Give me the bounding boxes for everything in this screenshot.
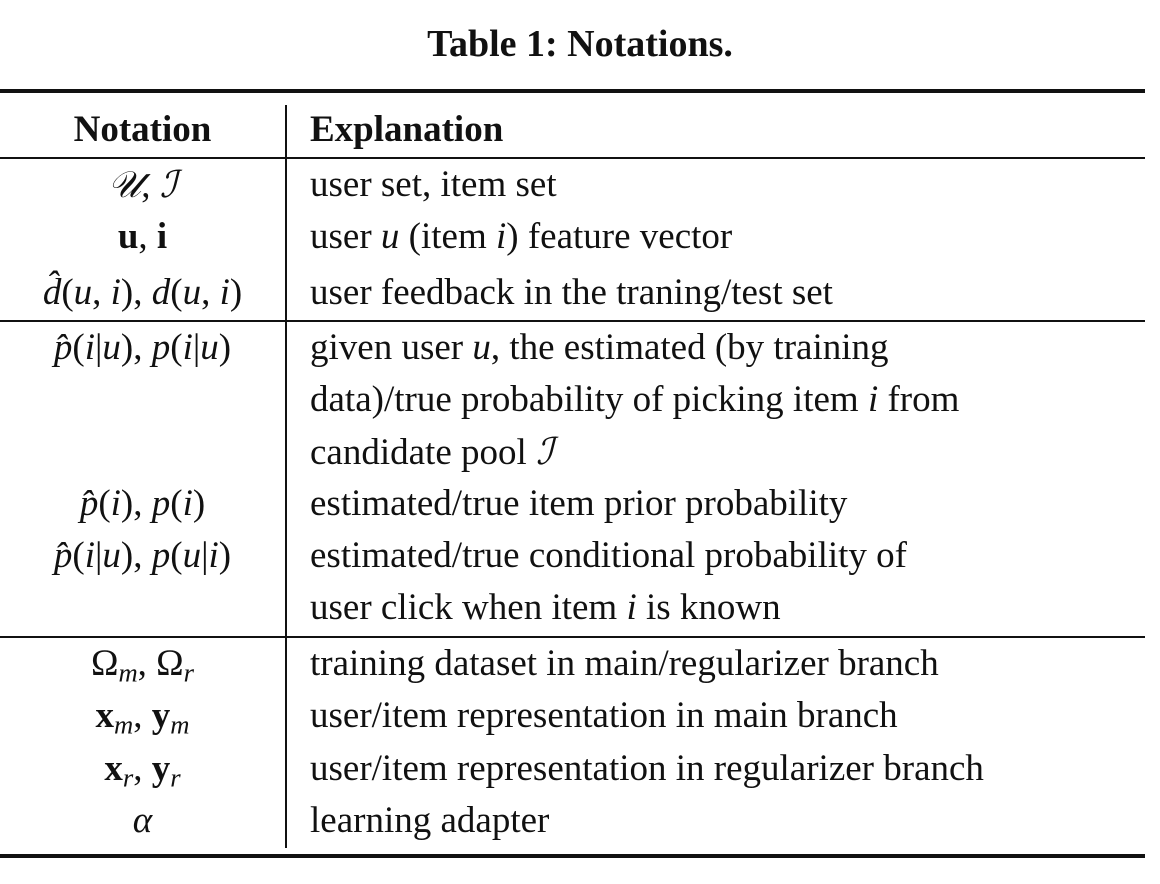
explanation-cell: user/item representation in main branch — [310, 695, 898, 736]
notation-cell: p̂(i|u), p(i|u) — [53, 327, 232, 368]
notation-cell: $x_r$, $y_r$ — [104, 748, 181, 793]
table-row — [0, 267, 1145, 319]
explanation-cell: learning adapter — [310, 800, 550, 841]
top-rule — [0, 89, 1145, 93]
table-row — [0, 478, 1145, 530]
explanation-cell: candidate pool ℐ — [310, 430, 554, 473]
notation-cell: 𝒰, ℐ — [107, 163, 178, 206]
explanation-cell: data)/true probability of picking item i from — [310, 379, 960, 420]
explanation-cell: user u (item i) feature vector — [310, 216, 733, 257]
notation-cell: u, i — [117, 216, 168, 257]
explanation-cell: user click when item i is known — [310, 587, 781, 628]
bottom-rule — [0, 854, 1145, 858]
notation-cell: d̂(u, i), d(u, i) — [42, 272, 243, 313]
explanation-cell: estimated/true conditional probability of — [310, 535, 907, 576]
table-row — [0, 638, 1145, 690]
explanation-cell: given user u, the estimated (by training — [310, 327, 889, 368]
table-caption: Table 1: Notations. — [427, 23, 733, 65]
explanation-cell: training dataset in main/regularizer branch — [310, 643, 939, 684]
notation-cell: p̂(i|u), p(u|i) — [53, 535, 232, 576]
table-row-continuation — [0, 374, 1145, 426]
table-row — [0, 690, 1145, 742]
header-notation: Notation — [73, 109, 212, 150]
symbol-item-set: ℐ — [159, 163, 178, 206]
header-row — [0, 104, 1145, 156]
table-row — [0, 743, 1145, 795]
notation-cell: p̂(i), p(i) — [79, 483, 206, 524]
notation-cell: α — [132, 800, 153, 841]
explanation-cell: estimated/true item prior probability — [310, 483, 848, 524]
symbol-item-vector: i — [156, 216, 168, 257]
table-row — [0, 530, 1145, 582]
symbol-user-vector: u — [117, 216, 139, 257]
header-explanation: Explanation — [310, 109, 504, 150]
table-row — [0, 159, 1145, 211]
table-row — [0, 322, 1145, 374]
symbol-user-set: 𝒰 — [107, 163, 142, 206]
explanation-cell: user/item representation in regularizer branch — [310, 748, 984, 789]
notation-cell: $x_m$, $y_m$ — [95, 695, 190, 740]
explanation-cell: user set, item set — [310, 164, 557, 205]
notation-cell: $\Omega_m$, $\Omega_r$ — [90, 643, 195, 688]
explanation-cell: user feedback in the traning/test set — [310, 272, 833, 313]
table-row-continuation — [0, 582, 1145, 634]
table-row — [0, 795, 1145, 847]
table-row — [0, 211, 1145, 263]
table-row-continuation — [0, 426, 1145, 478]
